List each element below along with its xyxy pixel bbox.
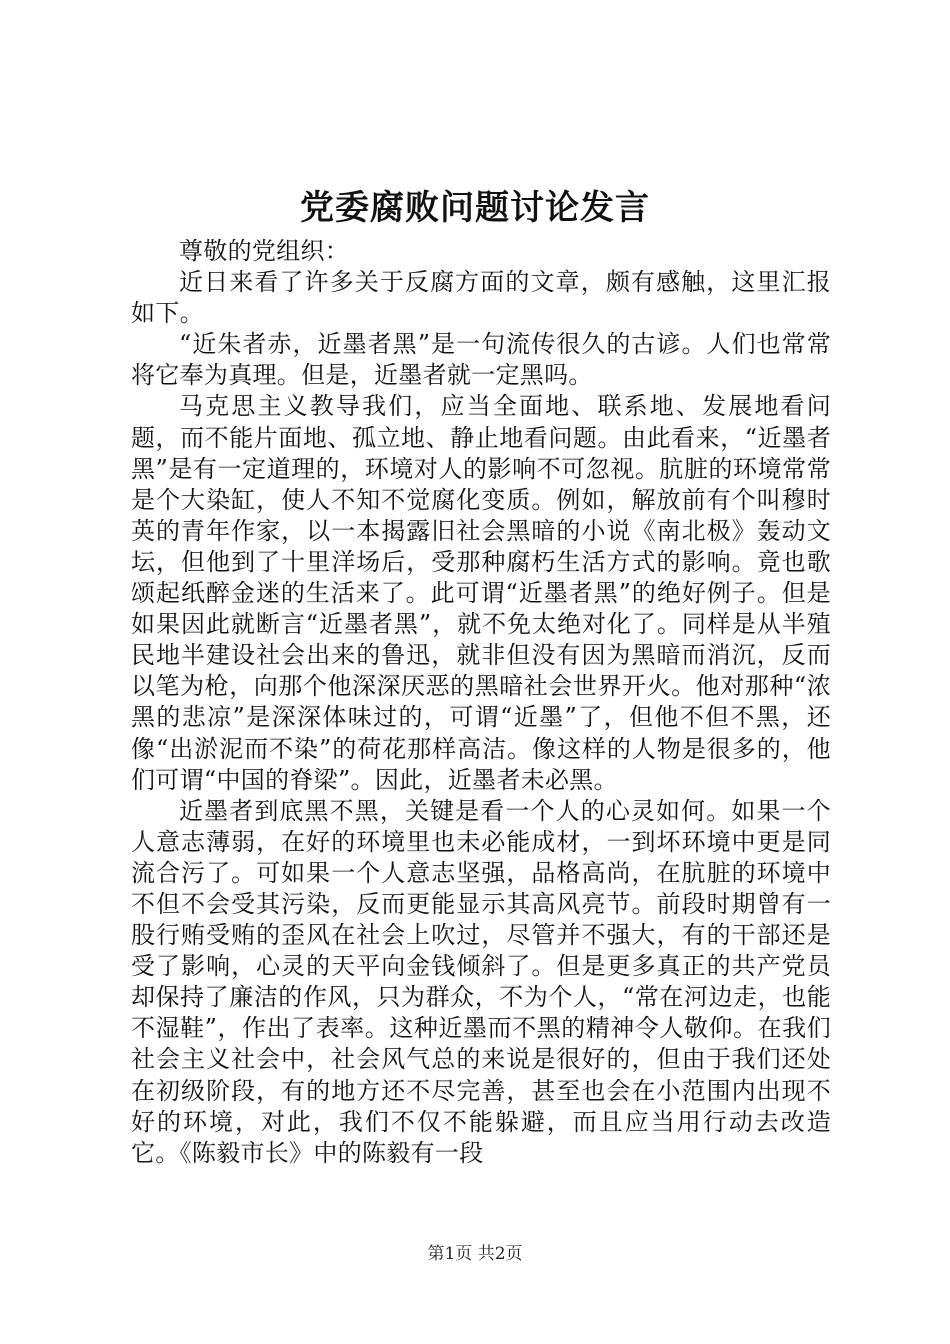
paragraph-intro: 近日来看了许多关于反腐方面的文章，颇有感触，这里汇报如下。 [131, 268, 831, 328]
salutation: 尊敬的党组织： [179, 237, 350, 265]
paragraph-heart: 近墨者到底黑不黑，关键是看一个人的心灵如何。如果一个人意志薄弱，在好的环境里也未必能成材，一到坏环境中更是同流合污了。可如果一个人意志坚强，品格高尚，在肮脏的环境中不但不会受其污染，反而更能显示其高风亮节。前段时期曾有一股行贿受贿的歪风在社会上吹过，尽管并不强大，有的干部还是受了影响，心灵的天平向金钱倾斜了。但是更多真正的共产党员却保持了廉洁的作风，只为群众，不为个人，“常在河边走，也能不湿鞋”，作出了表率。这种近墨而不黑的精神令人敬仰。在我们社会主义社会中，社会风气总的来说是很好的，但由于我们还处在初级阶段，有的地方还不尽完善，甚至也会在小范围内出现不好的环境，对此，我们不仅不能躲避，而且应当用行动去改造它。《陈毅市长》中的陈毅有一段 [131, 796, 831, 1167]
document-title: 党委腐败问题讨论发言 [300, 188, 650, 228]
document-body [131, 236, 831, 1169]
paragraph-analysis: 马克思主义教导我们，应当全面地、联系地、发展地看问题，而不能片面地、孤立地、静止地看问题。由此看来，“近墨者黑”是有一定道理的，环境对人的影响不可忽视。肮脏的环境常常是个大染缸，使人不知不觉腐化变质。例如，解放前有个叫穆时英的青年作家，以一本揭露旧社会黑暗的小说《南北极》轰动文坛，但他到了十里洋场后，受那种腐朽生活方式的影响。竟也歌颂起纸醉金迷的生活来了。此可谓“近墨者黑”的绝好例子。但是如果因此就断言“近墨者黑”，就不免太绝对化了。同样是从半殖民地半建设社会出来的鲁迅，就非但没有因为黑暗而消沉，反而以笔为枪，向那个他深深厌恶的黑暗社会世界开火。他对那种“浓黑的悲凉”是深深体味过的，可谓“近墨”了，但他不但不黑，还像“出淤泥而不染”的荷花那样高洁。像这样的人物是很多的，他们可谓“中国的脊梁”。因此，近墨者未必黑。 [131, 392, 831, 794]
paragraph-proverb: “近朱者赤，近墨者黑”是一句流传很久的古谚。人们也常常将它奉为真理。但是，近墨者就一定黑吗。 [131, 330, 831, 390]
page-number-footer: 第1页 共2页 [427, 1244, 523, 1264]
